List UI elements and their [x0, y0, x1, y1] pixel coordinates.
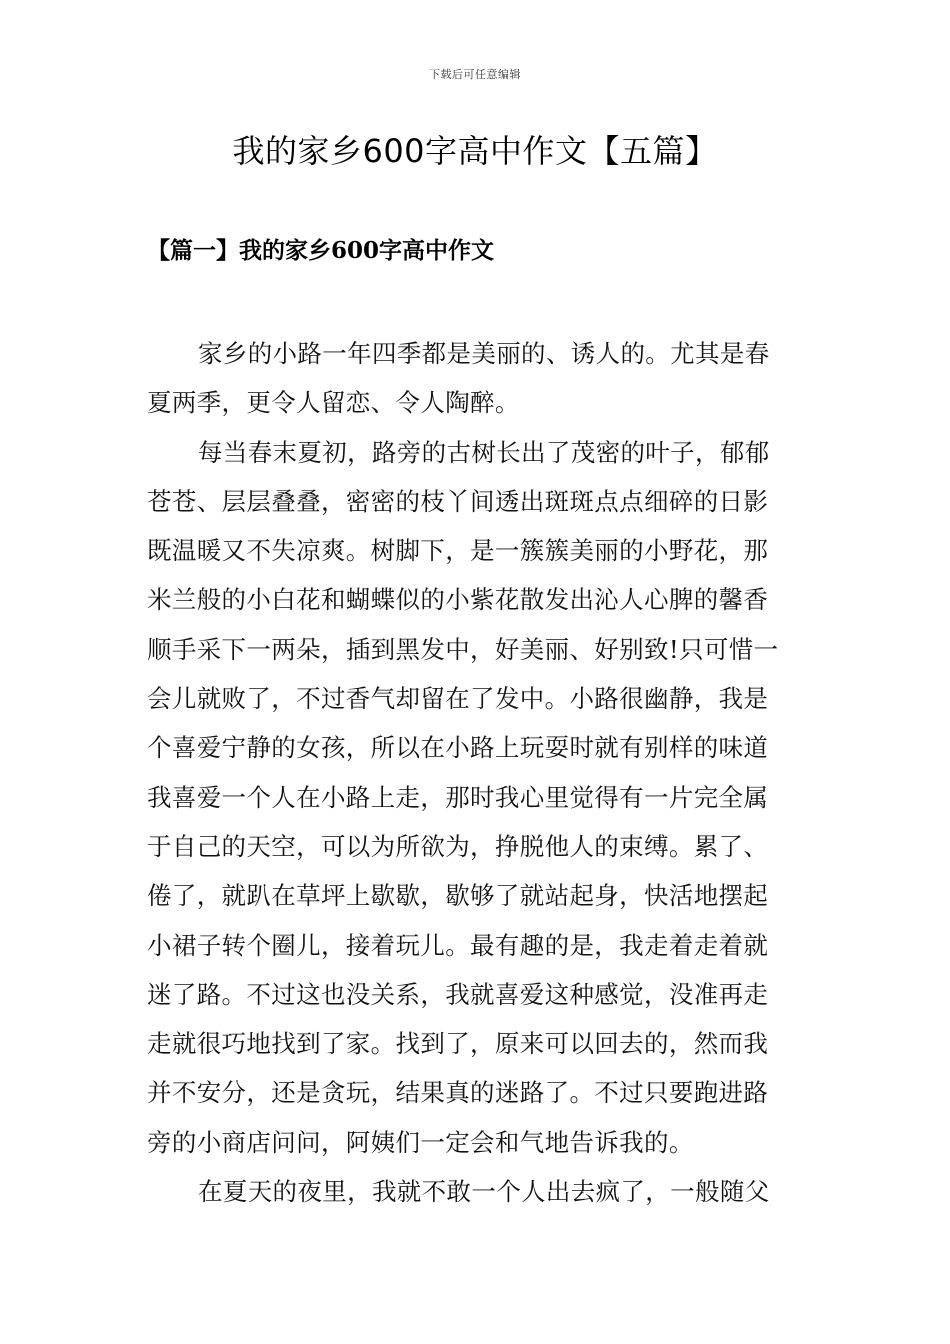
paragraph-line: 会儿就败了，不过香气却留在了发中。小路很幽静，我是 [147, 684, 769, 714]
paragraph-line: 并不安分，还是贪玩，结果真的迷路了。不过只要跑进路 [147, 1078, 769, 1108]
paragraph-line: 迷了路。不过这也没关系，我就喜爱这种感觉，没准再走 [147, 979, 769, 1009]
paragraph-line: 夏两季，更令人留恋、令人陶醉。 [147, 388, 520, 418]
paragraph-line: 个喜爱宁静的女孩，所以在小路上玩耍时就有别样的味道 [147, 733, 769, 763]
paragraph-line: 我喜爱一个人在小路上走，那时我心里觉得有一片完全属 [147, 782, 769, 812]
paragraph-line: 在夏天的夜里，我就不敢一个人出去疯了，一般随父 [198, 1177, 770, 1207]
paragraph-line: 倦了，就趴在草坪上歇歇，歇够了就站起身，快活地摆起 [147, 881, 769, 911]
section-heading: 【篇一】我的家乡600字高中作文 [147, 237, 495, 264]
paragraph-line: 苍苍、层层叠叠，密密的枝丫间透出斑斑点点细碎的日影 [147, 486, 769, 516]
paragraph-line: 每当春末夏初，路旁的古树长出了茂密的叶子，郁郁 [198, 437, 770, 467]
paragraph-line: 走就很巧地找到了家。找到了，原来可以回去的，然而我 [147, 1029, 769, 1059]
essay-body [147, 329, 809, 1216]
paragraph-line: 旁的小商店问问，阿姨们一定会和气地告诉我的。 [147, 1127, 694, 1157]
document-title: 我的家乡600字高中作文【五篇】 [232, 132, 718, 170]
paragraph-line: 顺手采下一两朵，插到黑发中，好美丽、好别致!只可惜一 [147, 634, 779, 664]
paragraph-line: 于自己的天空，可以为所欲为，挣脱他人的束缚。累了、 [147, 831, 769, 861]
paragraph-line: 小裙子转个圈儿，接着玩儿。最有趣的是，我走着走着就 [147, 930, 769, 960]
header-note: 下载后可任意编辑 [429, 68, 521, 81]
paragraph-line: 既温暖又不失凉爽。树脚下，是一簇簇美丽的小野花，那 [147, 536, 769, 566]
paragraph-line: 家乡的小路一年四季都是美丽的、诱人的。尤其是春 [198, 339, 770, 368]
paragraph-line: 米兰般的小白花和蝴蝶似的小紫花散发出沁人心脾的馨香 [147, 585, 769, 615]
